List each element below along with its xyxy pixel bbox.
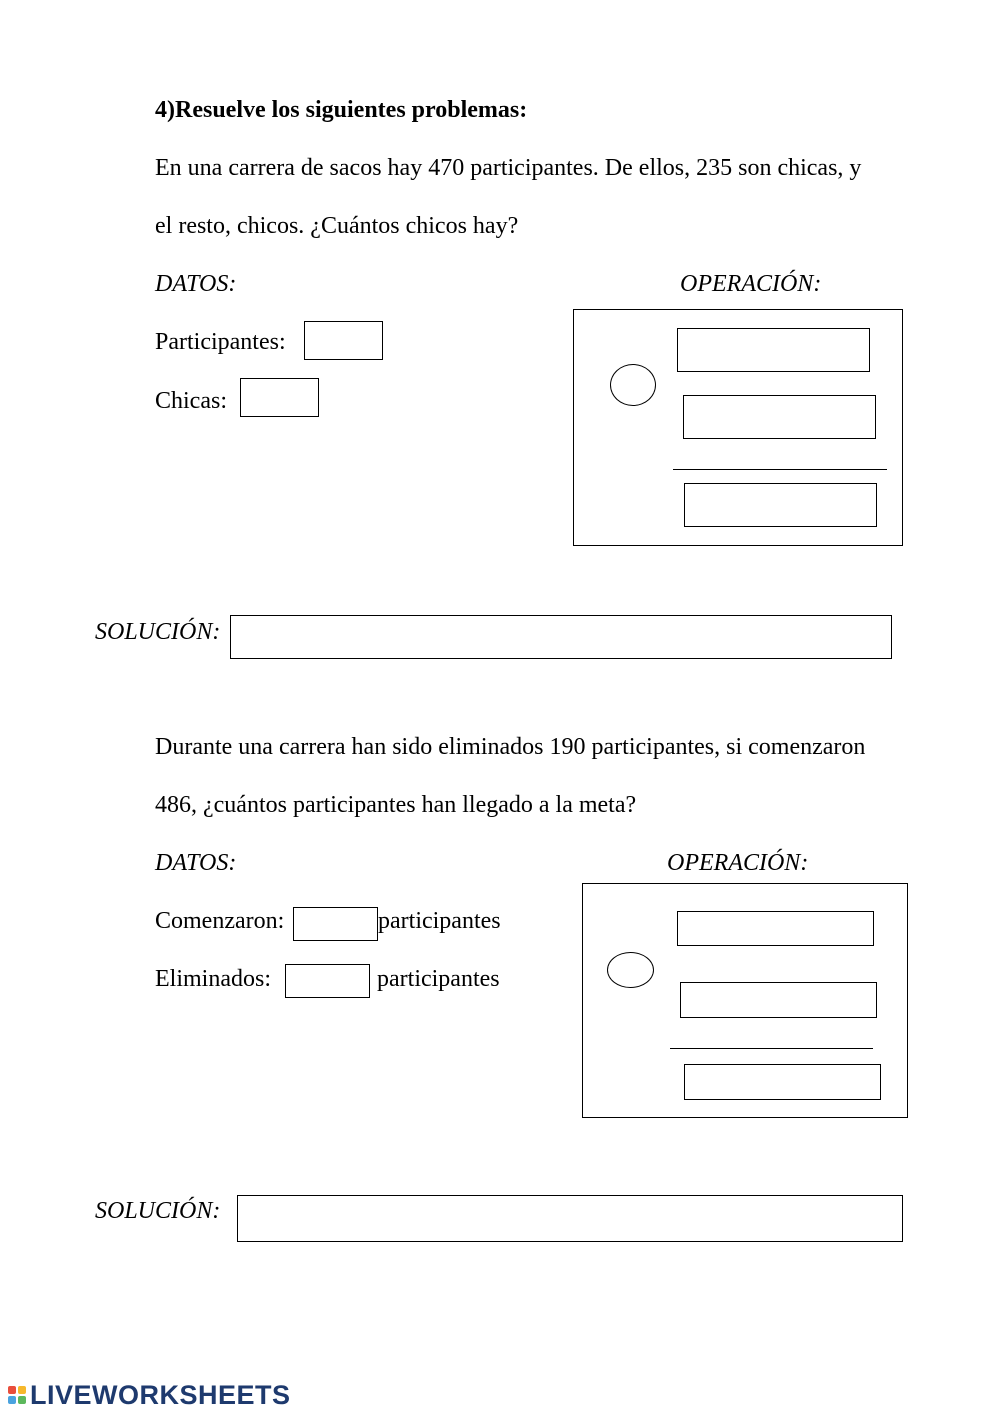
logo-square	[18, 1386, 26, 1394]
problem2-statement-line2: 486, ¿cuántos participantes han llegado a la meta?	[155, 792, 637, 818]
logo-square	[8, 1386, 16, 1394]
problem1-operation-line	[673, 469, 887, 470]
logo-square	[8, 1396, 16, 1404]
problem2-comenzaron-input[interactable]	[293, 907, 378, 941]
liveworksheets-logo-icon	[8, 1386, 26, 1404]
problem2-operator-circle[interactable]	[607, 952, 654, 988]
problem1-statement-line2: el resto, chicos. ¿Cuántos chicos hay?	[155, 213, 519, 239]
problem1-operand2-input[interactable]	[683, 395, 876, 439]
problem2-eliminados-input[interactable]	[285, 964, 370, 998]
problem2-eliminados-label: Eliminados:	[155, 966, 271, 992]
problem2-result-input[interactable]	[684, 1064, 881, 1100]
problem2-statement-line1: Durante una carrera han sido eliminados 190 participantes, si comenzaron	[155, 734, 866, 760]
problem1-statement-line1: En una carrera de sacos hay 470 participantes. De ellos, 235 son chicas, y	[155, 155, 862, 181]
problem2-operand2-input[interactable]	[680, 982, 877, 1018]
problem2-solucion-label: SOLUCIÓN:	[95, 1198, 221, 1224]
problem2-operacion-label: OPERACIÓN:	[667, 850, 809, 876]
problem2-datos-label: DATOS:	[155, 850, 237, 876]
problem1-chicas-input[interactable]	[240, 378, 319, 417]
problem1-operator-circle[interactable]	[610, 364, 656, 406]
problem1-solucion-input[interactable]	[230, 615, 892, 659]
problem1-operacion-label: OPERACIÓN:	[680, 271, 822, 297]
problem1-chicas-label: Chicas:	[155, 388, 227, 414]
logo-square	[18, 1396, 26, 1404]
problem2-operand1-input[interactable]	[677, 911, 874, 946]
liveworksheets-brand-text: LIVEWORKSHEETS	[30, 1379, 291, 1410]
problem2-solucion-input[interactable]	[237, 1195, 903, 1242]
problem2-eliminados-unit: participantes	[377, 966, 500, 992]
problem2-comenzaron-label: Comenzaron:	[155, 908, 285, 934]
problem1-result-input[interactable]	[684, 483, 877, 527]
liveworksheets-logo	[8, 1380, 291, 1410]
problem1-participantes-input[interactable]	[304, 321, 383, 360]
problem1-solucion-label: SOLUCIÓN:	[95, 619, 221, 645]
problem1-datos-label: DATOS:	[155, 271, 237, 297]
problem2-comenzaron-unit: participantes	[378, 908, 501, 934]
problem2-operation-line	[670, 1048, 873, 1049]
exercise-heading: 4)Resuelve los siguientes problemas:	[155, 97, 528, 123]
problem1-participantes-label: Participantes:	[155, 329, 286, 355]
problem1-operand1-input[interactable]	[677, 328, 870, 372]
